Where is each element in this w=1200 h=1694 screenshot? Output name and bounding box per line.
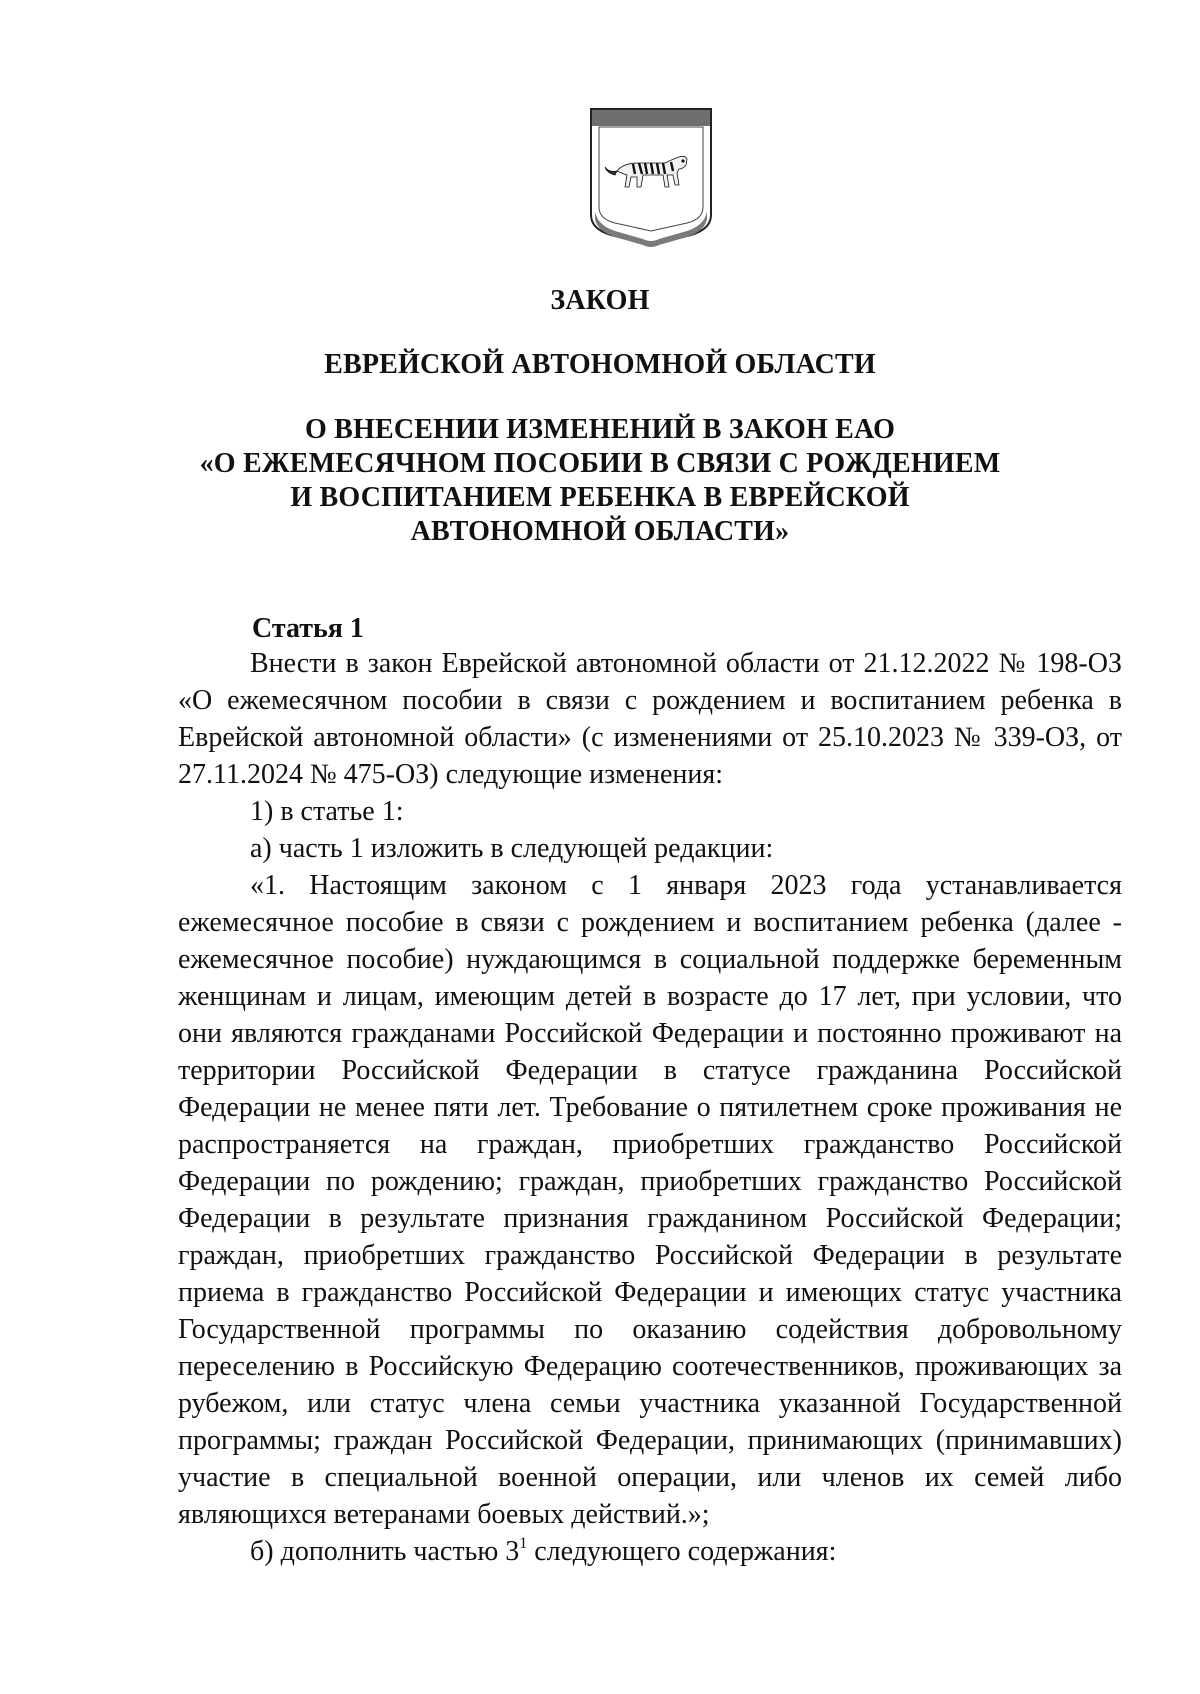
region-heading: ЕВРЕЙСКОЙ АВТОНОМНОЙ ОБЛАСТИ xyxy=(324,349,876,380)
item-1-paragraph: 1) в статье 1: xyxy=(250,796,404,827)
article-title: Статья 1 xyxy=(252,613,364,644)
coat-of-arms-tiger-icon xyxy=(587,107,715,255)
item-b-prefix: б) дополнить частью 3 xyxy=(250,1536,520,1567)
document-type-heading: ЗАКОН xyxy=(550,285,650,316)
item-a-paragraph: а) часть 1 изложить в следующей редакции: xyxy=(250,833,774,864)
law-title-line: О ВНЕСЕНИИ ИЗМЕНЕНИЙ В ЗАКОН ЕАО xyxy=(304,414,896,445)
quoted-part-1-paragraph: «1. Настоящим законом с 1 января 2023 года устанавливается ежемесячное пособие в связи с рождением и воспитанием ребенка (далее - ежемесячное пособие) нуждающимся в социальной поддержке беременным женщинам и лицам, имеющим детей в возрасте до 17 лет, при условии, что они являются гражданами Российской Федерации и постоянно проживают на территории Российской Федерации в статусе гражданина Российской Федерации не менее пяти лет. Требование о пятилетнем сроке проживания не распространяется на граждан, приобретших гражданство Российской Федерации по рождению; граждан, приобретших гражданство Российской Федерации в результате признания гражданином Российской Федерации; граждан, приобретших гражданство Российской Федерации в результате приема в гражданство Российской Федерации и имеющих статус участника Государственной программы по оказанию содействия добровольному переселению в Российскую Федерацию соотечественников, проживающих за рубежом, или статус члена семьи участника указанной Государственной программы; граждан Российской Федерации, принимающих (принимавших) участие в специальной военной операции, или членов их семей либо являющихся ветеранами боевых действий.»; xyxy=(178,870,1122,1530)
item-b-superscript: 1 xyxy=(519,1535,528,1552)
article-intro-paragraph: Внести в закон Еврейской автономной области от 21.12.2022 № 198-ОЗ «О ежемесячном пособии в связи с рождением и воспитанием ребенка в Еврейской автономной области» (с изменениями от 25.10.2023 № 339-ОЗ, от 27.11.2024 № 475-ОЗ) следующие изменения: xyxy=(178,648,1122,790)
law-title-line: «О ЕЖЕМЕСЯЧНОМ ПОСОБИИ В СВЯЗИ С РОЖДЕНИЕМ xyxy=(199,448,1001,479)
law-title-line: И ВОСПИТАНИЕМ РЕБЕНКА В ЕВРЕЙСКОЙ xyxy=(290,482,910,513)
item-b-suffix: следующего содержания: xyxy=(527,1536,837,1567)
item-b-paragraph xyxy=(178,1533,1122,1570)
law-title-line: АВТОНОМНОЙ ОБЛАСТИ» xyxy=(410,516,790,547)
article-body xyxy=(178,645,1122,1570)
law-title xyxy=(0,413,1200,549)
